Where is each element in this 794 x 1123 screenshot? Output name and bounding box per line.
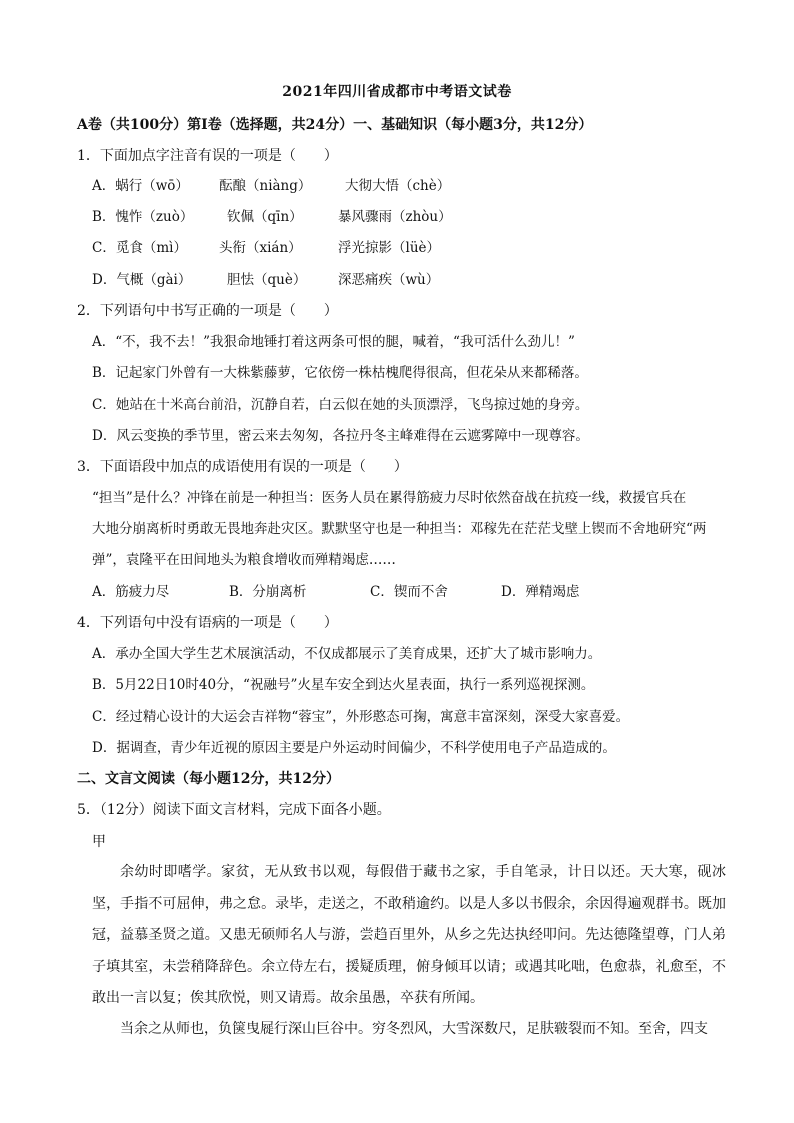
q1-option-d-3: 深恶痛疾（wù） [338,272,440,288]
page-title: 2021年四川省成都市中考语文试卷 [282,84,512,100]
q1-option-b-3: 暴风骤雨（zhòu） [338,209,452,225]
q1-option-d-2: 胆怯（què） [227,272,307,288]
q4-option-d: D．据调查，青少年近视的原因主要是户外运动时间偏少，不科学使用电子产品造成的。 [92,740,616,756]
q1-option-d-1: D．气概（gài） [92,272,192,288]
q3-option-a: A．筋疲力尽 [92,584,170,600]
q3-option-b: B．分崩离析 [229,584,307,600]
q3-option-d: D．殚精竭虑 [501,584,580,600]
q2-option-d: D．风云变换的季节里，密云来去匆匆，各拉丹冬主峰难得在云遮雾障中一现尊容。 [92,428,589,444]
q5-stem: 5．（12分）阅读下面文言材料，完成下面各小题。 [77,802,391,818]
q4-option-b: B．5月22日10时40分，“祝融号”火星车安全到达火星表面，执行一系列巡视探测。 [92,677,595,693]
q1-option-a-3: 大彻大悟（chè） [345,178,451,194]
q3-passage-line-3: 弹”，袁隆平在田间地头为粮食增收而殚精竭虑…… [92,552,396,568]
q2-option-c: C．她站在十米高台前沿，沉静自若，白云似在她的头顶漂浮，飞鸟掠过她的身旁。 [92,397,589,413]
q3-stem: 3．下面语段中加点的成语使用有误的一项是（ ） [77,459,408,475]
q1-option-c-2: 头衔（xián） [219,240,302,256]
q1-option-c-3: 浮光掠影（lüè） [338,240,441,256]
q1-option-a-2: 酝酿（niàng） [219,178,312,194]
q1-option-b-1: B．愧怍（zuò） [92,209,194,225]
q4-option-c: C．经过精心设计的大运会吉祥物“蓉宝”，外形憨态可掬，寓意丰富深刻，深受大家喜爱。 [92,709,630,725]
q1-option-a-1: A．蜗行（wō） [92,178,189,194]
section-a-header: A卷（共100分）第Ⅰ卷（选择题，共24分）一、基础知识（每小题3分，共12分） [77,117,593,133]
q3-passage-line-2: 大地分崩离析时勇敢无畏地奔赴灾区。默默坚守也是一种担当：邓稼先在茫茫戈壁上锲而不舍地研究“两 [92,521,707,537]
section-two-header: 二、文言文阅读（每小题12分，共12分） [77,771,340,787]
q2-option-a: A．“不，我不去！”我狠命地锤打着这两条可恨的腿，喊着，“我可活什么劲儿！” [92,334,575,350]
q3-option-c: C．锲而不舍 [370,584,448,600]
q1-stem: 1．下面加点字注音有误的一项是（ ） [77,148,338,164]
q5-label-jia: 甲 [92,834,106,850]
q1-option-c-1: C．觅食（mì） [92,240,187,256]
q3-passage-line-1: “担当”是什么？冲锋在前是一种担当：医务人员在累得筋疲力尽时依然奋战在抗疫一线，救援官兵在 [92,490,687,506]
q4-option-a: A．承办全国大学生艺术展演活动，不仅成都展示了美育成果，还扩大了城市影响力。 [92,646,602,662]
q5-passage-paragraph-2: 当余之从师也，负箧曳屣行深山巨谷中。穷冬烈风，大雪深数尺，足肤皲裂而不知。至舍，四支 [120,1021,708,1037]
q2-option-b: B．记起家门外曾有一大株紫藤萝，它依傍一株枯槐爬得很高，但花朵从来都稀落。 [92,365,588,381]
q5-passage-paragraph-1: 余幼时即嗜学。家贫，无从致书以观，每假借于藏书之家，手自笔录，计日以还。天大寒，砚冰坚，手指不可屈伸，弗之怠。录毕，走送之，不敢稍逾约。以是人多以书假余，余因得遍观群书。既加冠，益慕圣贤之道。又患无硕师名人与游，尝趋百里外，从乡之先达执经叩问。先达德隆望尊，门人弟子填其室，未尝稍降辞色。余立侍左右，援疑质理，俯身倾耳以请；或遇其叱咄，色愈恭，礼愈至，不敢出一言以复；俟其欣悦，则又请焉。故余虽愚，卒获有所闻。 [92,864,726,1006]
q4-stem: 4．下列语句中没有语病的一项是（ ） [77,615,338,631]
q2-stem: 2．下列语句中书写正确的一项是（ ） [77,303,338,319]
q1-option-b-2: 钦佩（qīn） [227,209,303,225]
